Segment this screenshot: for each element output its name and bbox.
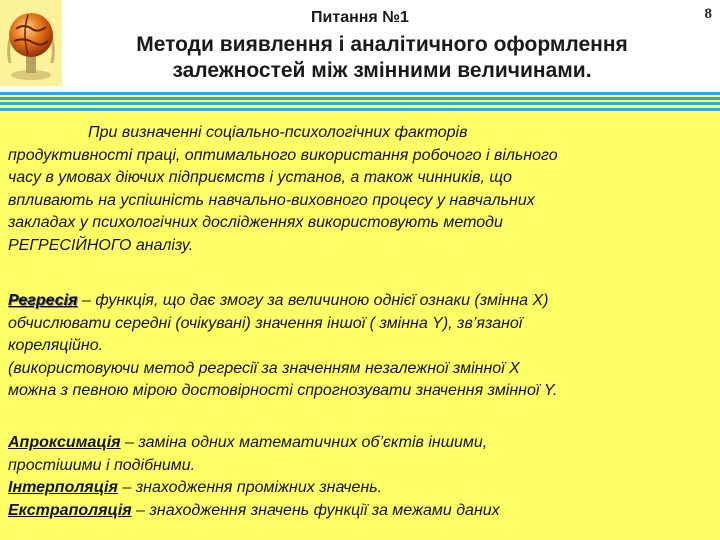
text-line: (використовуючи метод регресії за значенням незалежної змінної X <box>8 359 520 377</box>
text-line: часу в умовах діючих підприємств і установ, а також чинників, що <box>8 169 512 186</box>
text-line: РЕГРЕСІЙНОГО аналізу. <box>8 236 194 254</box>
text-line: закладах у психологічних дослідженнях використовують методи <box>8 214 503 231</box>
title-line: залежностей між змінними величинами. <box>172 59 592 82</box>
text-line <box>8 477 708 500</box>
slide-content <box>0 114 720 540</box>
text-line: можна з певною мірою достовірності спрогнозувати значення змінної Y. <box>8 382 558 399</box>
definition-text: – знаходження значень функції за межами даних <box>131 501 500 519</box>
text-line <box>8 500 708 523</box>
page-number: 8 <box>704 6 712 22</box>
slide-title <box>62 32 702 84</box>
text-line: обчислювати середні (очікувані) значення іншої ( змінна Y), зв’язаної <box>8 314 523 332</box>
definition-text: – функція, що дає змогу за величиною однієї ознаки (змінна X) <box>77 292 549 309</box>
term-interpolation: Інтерполяція <box>8 479 118 496</box>
paragraph-intro <box>8 122 708 257</box>
text-line <box>8 290 708 313</box>
term-regression: Регресія <box>8 292 78 309</box>
slide-header <box>0 0 720 92</box>
text-line: При визначенні соціально-психологічних факторів <box>88 124 468 141</box>
text-line: впливають на успішність навчально-виховного процесу у навчальних <box>8 191 535 209</box>
text-line: продуктивності праці, оптимального використання робочого і вільного <box>8 146 558 164</box>
text-line: кореляційно. <box>8 337 104 354</box>
text-line: простішими і подібними. <box>8 456 196 474</box>
decorative-stripes <box>0 92 720 114</box>
text-line <box>8 432 708 455</box>
definition-text: – знаходження проміжних значень. <box>117 479 383 496</box>
slide-subtitle: Питання №1 <box>311 9 409 26</box>
title-line: Методи виявлення і аналітичного оформлення <box>136 33 628 56</box>
definition-text: – заміна одних математичних об’єктів іншими, <box>120 434 488 451</box>
paragraph-terms <box>8 432 708 522</box>
paragraph-regression <box>8 290 708 403</box>
term-approximation: Апроксимація <box>8 434 121 451</box>
term-extrapolation: Екстраполяція <box>8 501 132 519</box>
